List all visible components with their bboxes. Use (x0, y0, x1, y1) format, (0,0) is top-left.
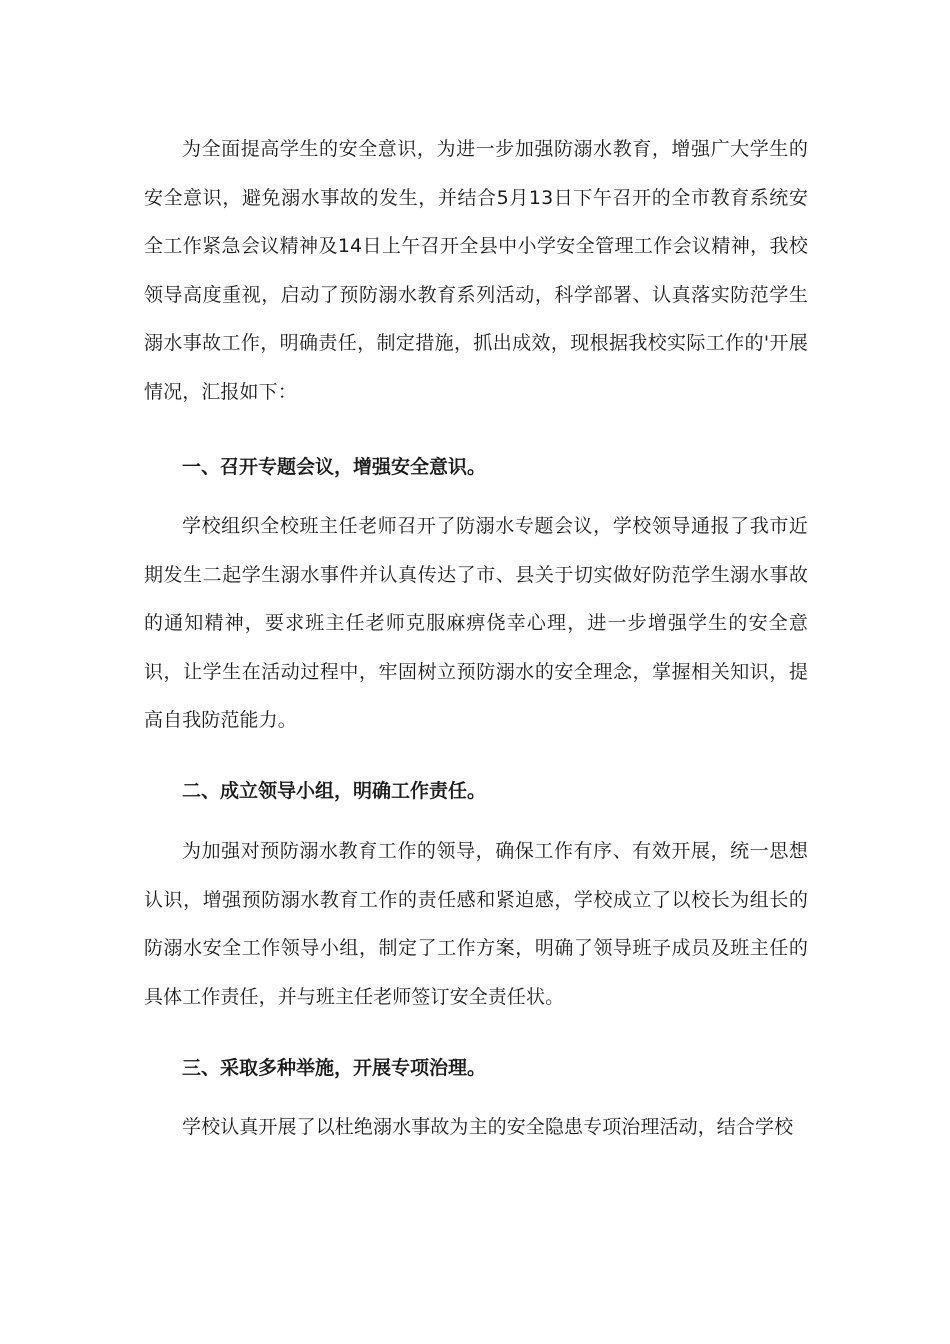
section-1-paragraph: 学校组织全校班主任老师召开了防溺水专题会议，学校领导通报了我市近期发生二起学生溺水事件并认真传达了市、县关于切实做好防范学生溺水事故的通知精神，要求班主任老师克服麻痹侥幸心理，进一步增强学生的安全意识，让学生在活动过程中，牢固树立预防溺水的安全理念，掌握相关知识，提高自我防范能力。 (144, 515, 808, 732)
section-heading-3: 三、采取多种举施，开展专项治理。 (182, 1057, 487, 1079)
section-2-paragraph: 为加强对预防溺水教育工作的领导，确保工作有序、有效开展，统一思想认识，增强预防溺水教育工作的责任感和紧迫感，学校成立了以校长为组长的防溺水安全工作领导小组，制定了工作方案，明确了领导班子成员及班主任的具体工作责任，并与班主任老师签订安全责任状。 (144, 840, 808, 1008)
section-heading-2: 二、成立领导小组，明确工作责任。 (182, 780, 487, 802)
section-heading-1: 一、召开专题会议，增强安全意识。 (182, 456, 487, 478)
section-3-paragraph: 学校认真开展了以杜绝溺水事故为主的安全隐患专项治理活动，结合学校 (182, 1116, 794, 1138)
intro-paragraph: 为全面提高学生的安全意识，为进一步加强防溺水教育，增强广大学生的安全意识，避免溺水事故的发生，并结合5月13日下午召开的全市教育系统安全工作紧急会议精神及14日上午召开全县中小学安全管理工作会议精神，我校领导高度重视，启动了预防溺水教育系列活动，科学部署、认真落实防范学生溺水事故工作，明确责任，制定措施，抓出成效，现根据我校实际工作的'开展情况，汇报如下： (144, 138, 808, 403)
